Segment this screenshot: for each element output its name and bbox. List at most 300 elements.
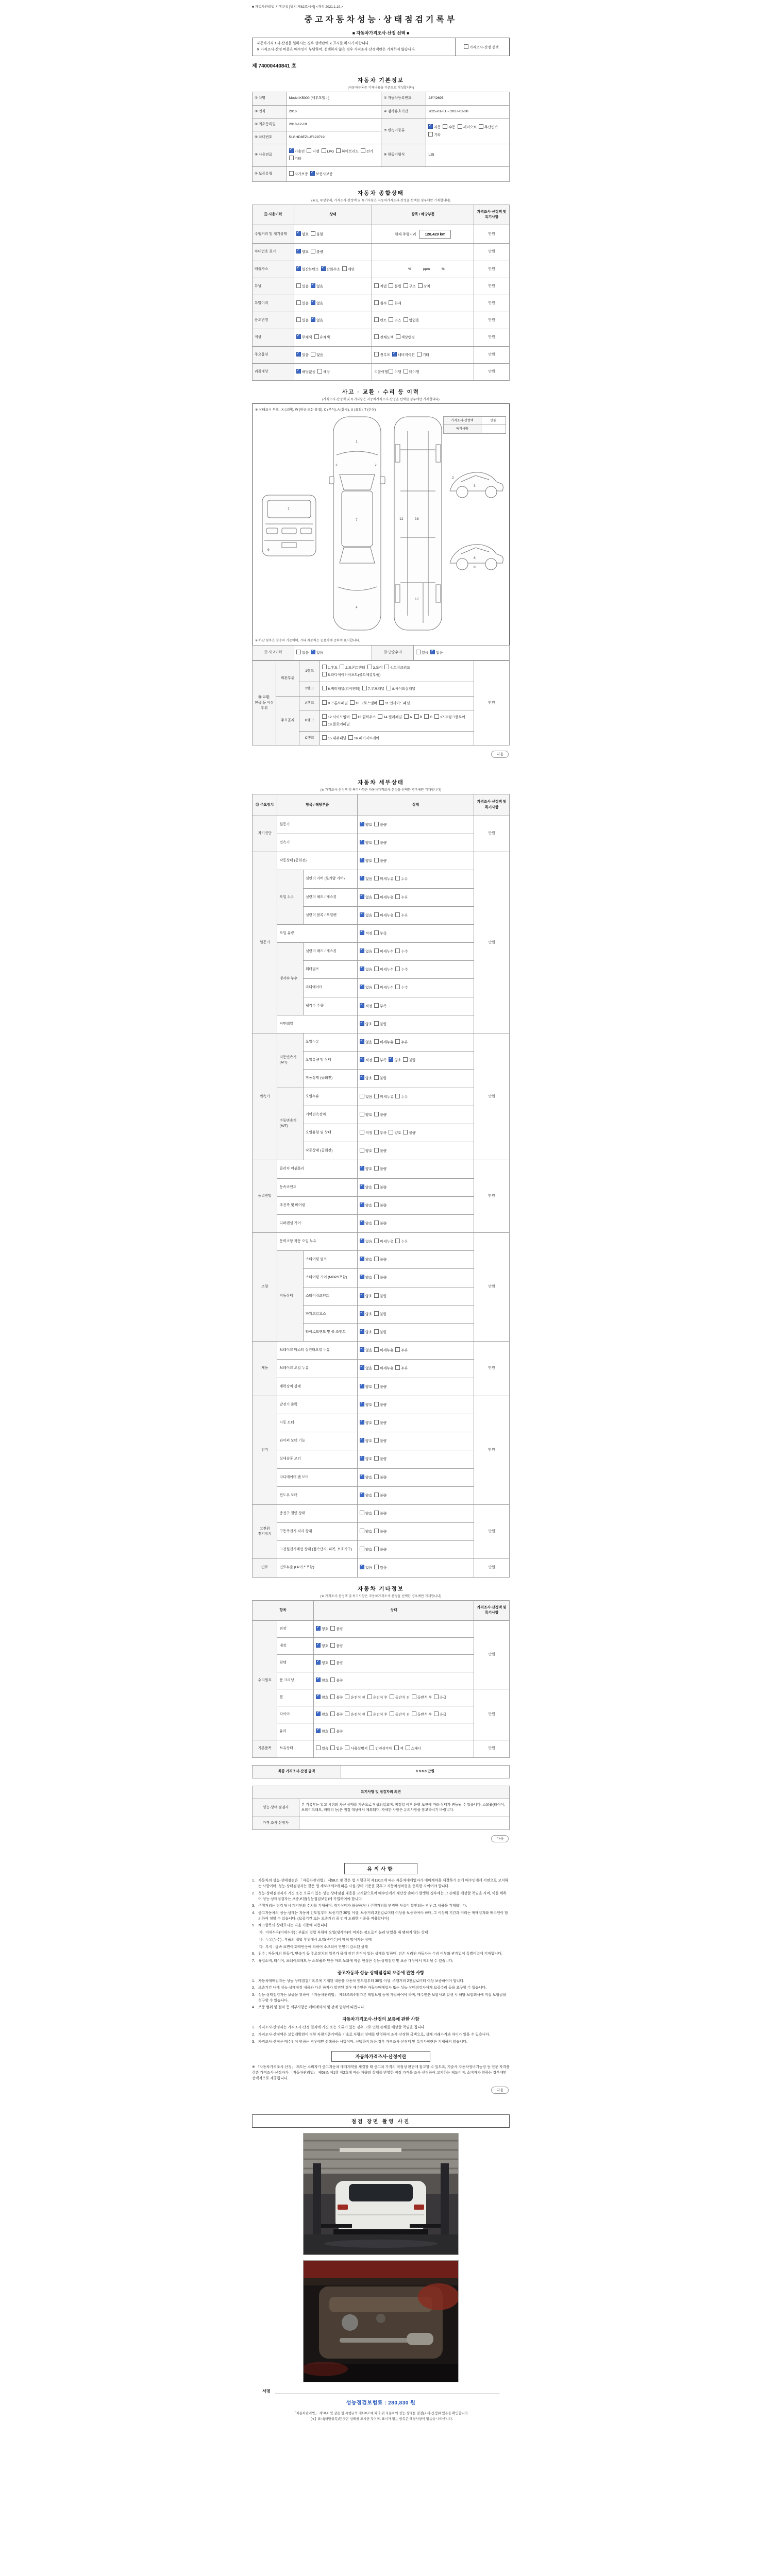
checkbox-1.후드[interactable] bbox=[322, 665, 338, 671]
checkbox-box bbox=[296, 369, 301, 374]
checkbox-없음[interactable] bbox=[311, 352, 323, 358]
checkbox-label: 불량 bbox=[336, 1730, 343, 1734]
checkbox-8.사이드실패널[interactable] bbox=[386, 686, 415, 692]
checkbox-누유[interactable] bbox=[395, 894, 408, 901]
checkbox-썬루프[interactable] bbox=[374, 352, 390, 358]
checkbox-미세누유[interactable] bbox=[374, 1239, 393, 1245]
checkbox-장치[interactable] bbox=[418, 283, 430, 290]
checkbox-label: 양호 bbox=[365, 1113, 373, 1117]
checkbox-화재[interactable] bbox=[389, 300, 401, 307]
cell-text: 와이퍼 모터 기능 bbox=[279, 1439, 306, 1443]
checkbox-불량[interactable] bbox=[311, 231, 323, 238]
checkbox-label: 있음 bbox=[301, 353, 309, 357]
checkbox-불량[interactable] bbox=[330, 1626, 343, 1632]
checkbox-부족[interactable] bbox=[374, 1130, 386, 1136]
checkbox-불량[interactable] bbox=[374, 1384, 386, 1390]
checkbox-B[interactable] bbox=[414, 714, 423, 720]
checkbox-없음[interactable] bbox=[360, 1565, 372, 1571]
checkbox-없음[interactable] bbox=[360, 1039, 372, 1045]
notice-item-text: 보증 범위 및 절차 등 세부사항은 매매계약서 및 관계 법령에 따릅니다. bbox=[258, 2006, 365, 2010]
checkbox-있음[interactable] bbox=[316, 1745, 328, 1752]
checkbox-양호[interactable] bbox=[316, 1694, 328, 1701]
checkbox-양호[interactable] bbox=[389, 1057, 401, 1063]
checkbox-양호[interactable] bbox=[360, 1529, 372, 1535]
checkbox-동반석 후[interactable] bbox=[412, 1694, 432, 1701]
checkbox-없음[interactable] bbox=[360, 876, 372, 882]
signature-row bbox=[262, 2387, 499, 2394]
checkbox-양호[interactable] bbox=[316, 1711, 328, 1718]
checkbox-label: 불량 bbox=[380, 1276, 387, 1280]
checkbox-불량[interactable] bbox=[374, 1166, 386, 1172]
cell bbox=[474, 205, 510, 225]
checkbox-안전삼각대[interactable] bbox=[369, 1745, 392, 1752]
checkbox-box bbox=[395, 1039, 400, 1044]
checkbox-12.사이드멤버[interactable] bbox=[322, 714, 349, 720]
checkbox-구조[interactable] bbox=[404, 283, 416, 290]
checkbox-미세누유[interactable] bbox=[374, 1039, 393, 1045]
checkbox-불량[interactable] bbox=[330, 1660, 343, 1666]
checkbox-양호[interactable] bbox=[360, 1184, 372, 1191]
checkbox-미세누수[interactable] bbox=[374, 967, 393, 973]
checkbox-미이행[interactable] bbox=[404, 369, 419, 375]
odometer-value: 128,429 km bbox=[419, 230, 451, 239]
checkbox-box bbox=[314, 334, 319, 339]
checkbox-7.루프패널[interactable] bbox=[362, 686, 384, 692]
cell bbox=[358, 1324, 474, 1342]
checkbox-미세누유[interactable] bbox=[374, 912, 393, 919]
accident_price-table bbox=[443, 416, 506, 434]
checkbox-양호[interactable] bbox=[360, 1166, 372, 1172]
checkbox-양호[interactable] bbox=[360, 1275, 372, 1281]
checkbox-17.트렁크플로어[interactable] bbox=[434, 714, 465, 720]
checkbox-box bbox=[360, 1257, 364, 1261]
checkbox-불량[interactable] bbox=[374, 1438, 386, 1444]
checkbox-양호[interactable] bbox=[360, 858, 372, 864]
checkbox-양호[interactable] bbox=[360, 1402, 372, 1408]
table-row bbox=[253, 1414, 510, 1432]
checkbox-불량[interactable] bbox=[374, 1221, 386, 1227]
checkbox-box bbox=[389, 1057, 393, 1062]
inspection-report-document bbox=[252, 0, 510, 2422]
checkbox-양호[interactable] bbox=[360, 1148, 372, 1154]
checkbox-불량[interactable] bbox=[374, 1257, 386, 1263]
checkbox-불량[interactable] bbox=[374, 1511, 386, 1517]
checkbox-box bbox=[458, 124, 462, 129]
checkbox-label: 불량 bbox=[380, 1439, 387, 1444]
checkbox-box bbox=[374, 1239, 379, 1243]
checkbox-양호[interactable] bbox=[360, 1384, 372, 1390]
cell bbox=[303, 997, 357, 1015]
checkbox-렌트[interactable] bbox=[374, 317, 386, 324]
checkbox-탄화수소[interactable] bbox=[321, 266, 340, 273]
cell bbox=[474, 794, 510, 816]
price-appraisal-select-checkbox[interactable] bbox=[464, 44, 499, 49]
checkbox-적법[interactable] bbox=[374, 283, 386, 290]
checkbox-전체도색[interactable] bbox=[374, 334, 393, 341]
checkbox-양호[interactable] bbox=[360, 1438, 372, 1444]
checkbox-불량[interactable] bbox=[374, 1529, 386, 1535]
checkbox-리스[interactable] bbox=[389, 317, 401, 324]
checkbox-label: 누유 bbox=[401, 1240, 408, 1244]
checkbox-세미오토[interactable] bbox=[458, 124, 477, 130]
cell bbox=[414, 645, 510, 660]
checkbox-불량[interactable] bbox=[374, 1547, 386, 1553]
cell bbox=[474, 225, 510, 244]
checkbox-불량[interactable] bbox=[374, 1275, 386, 1281]
checkbox-불량[interactable] bbox=[374, 1329, 386, 1335]
checkbox-응급[interactable] bbox=[434, 1694, 446, 1701]
checkbox-양호[interactable] bbox=[360, 1493, 372, 1499]
cell bbox=[314, 1638, 474, 1655]
checkbox-해당[interactable] bbox=[317, 369, 330, 375]
checkbox-14.필러패널[interactable] bbox=[378, 714, 402, 720]
checkbox-18.플로어패널[interactable] bbox=[322, 721, 349, 727]
cell bbox=[372, 312, 474, 329]
checkbox-없음[interactable] bbox=[311, 317, 323, 324]
checkbox-양호[interactable] bbox=[360, 822, 372, 828]
section-title: 사고 · 교환 · 수리 등 이력 bbox=[342, 388, 419, 395]
checkbox-미세누유[interactable] bbox=[374, 894, 393, 901]
checkbox-불량[interactable] bbox=[311, 249, 323, 255]
checkbox-운전석 후[interactable] bbox=[367, 1711, 388, 1718]
checkbox-양호[interactable] bbox=[360, 1221, 372, 1227]
checkbox-없음[interactable] bbox=[360, 912, 372, 919]
checkbox-기타[interactable] bbox=[289, 156, 301, 162]
checkbox-label: 있음 bbox=[322, 1747, 329, 1751]
cell-text: 작동상태 (공회전) bbox=[279, 859, 307, 863]
photo-garage-lift-rear bbox=[304, 2133, 458, 2255]
checkbox-불량[interactable] bbox=[374, 822, 386, 828]
checkbox-box bbox=[374, 1493, 379, 1497]
checkbox-불량[interactable] bbox=[374, 1456, 386, 1462]
checkbox-누수[interactable] bbox=[395, 948, 408, 955]
checkbox-label: 있음 bbox=[422, 651, 429, 655]
cell-text: 등속조인트 bbox=[279, 1185, 297, 1189]
table-row bbox=[253, 870, 510, 888]
checkbox-응급[interactable] bbox=[434, 1711, 446, 1718]
checkbox-9.프론트패널[interactable] bbox=[322, 700, 348, 706]
cell bbox=[294, 312, 372, 329]
table-row bbox=[253, 645, 510, 660]
checkbox-동반석 후[interactable] bbox=[412, 1711, 432, 1718]
checkbox-box bbox=[360, 1365, 364, 1370]
checkbox-운전석 전[interactable] bbox=[345, 1711, 365, 1718]
svg-text:1: 1 bbox=[356, 439, 358, 444]
checkbox-양호[interactable] bbox=[360, 1511, 372, 1517]
checkbox-영업용[interactable] bbox=[404, 317, 419, 324]
checkbox-양호[interactable] bbox=[360, 1311, 372, 1317]
checkbox-디젤[interactable] bbox=[307, 148, 319, 155]
cell bbox=[341, 1765, 509, 1778]
checkbox-양호[interactable] bbox=[360, 1293, 372, 1299]
checkbox-label: 부족 bbox=[380, 931, 387, 936]
checkbox-box bbox=[360, 1438, 364, 1443]
checkbox-누유[interactable] bbox=[395, 1094, 408, 1100]
checkbox-있음[interactable] bbox=[296, 317, 309, 324]
checkbox-양호[interactable] bbox=[296, 231, 309, 238]
checkbox-가솔린[interactable] bbox=[289, 148, 305, 155]
checkbox-불량[interactable] bbox=[330, 1694, 343, 1701]
notice-item bbox=[252, 1878, 510, 1889]
checkbox-네비게이션[interactable] bbox=[392, 352, 415, 358]
checkbox-box bbox=[374, 1184, 379, 1189]
checkbox-누유[interactable] bbox=[395, 1039, 408, 1045]
checkbox-없음[interactable] bbox=[360, 985, 372, 991]
checkbox-누수[interactable] bbox=[395, 985, 408, 991]
checkbox-전기[interactable] bbox=[361, 148, 373, 155]
notice-item bbox=[252, 2040, 510, 2045]
checkbox-적정[interactable] bbox=[360, 1057, 372, 1063]
checkbox-보험사보증[interactable] bbox=[310, 171, 333, 177]
checkbox-label: 있음 bbox=[301, 301, 309, 306]
table-row bbox=[253, 1740, 510, 1757]
checkbox-없음[interactable] bbox=[360, 1347, 372, 1353]
checkbox-box bbox=[374, 1003, 379, 1008]
checkbox-label: 2.프론트펜더 bbox=[345, 666, 365, 670]
cell bbox=[253, 205, 294, 225]
cell bbox=[253, 1799, 299, 1817]
next-label[interactable]: 다음 bbox=[491, 751, 509, 758]
checkbox-미세누유[interactable] bbox=[374, 1094, 393, 1100]
checkbox-C[interactable] bbox=[424, 714, 432, 720]
checkbox-기타[interactable] bbox=[417, 352, 429, 358]
cell bbox=[358, 1432, 474, 1450]
checkbox-누유[interactable] bbox=[395, 1347, 408, 1353]
checkbox-부족[interactable] bbox=[374, 1057, 386, 1063]
checkbox-box bbox=[360, 1493, 364, 1497]
checkbox-양호[interactable] bbox=[360, 1202, 372, 1209]
checkbox-10.크로스멤버[interactable] bbox=[350, 700, 377, 706]
checkbox-스패너[interactable] bbox=[406, 1745, 422, 1752]
checkbox-동반석 전[interactable] bbox=[390, 1711, 410, 1718]
checkbox-없음[interactable] bbox=[311, 650, 323, 656]
checkbox-양호[interactable] bbox=[316, 1660, 328, 1666]
checkbox-유채색[interactable] bbox=[314, 334, 330, 341]
checkbox-label: 가솔린 bbox=[294, 150, 305, 154]
checkbox-양호[interactable] bbox=[360, 840, 372, 846]
checkbox-미세누유[interactable] bbox=[374, 1365, 393, 1371]
checkbox-label: 스패너 bbox=[411, 1747, 422, 1751]
checkbox-동반석 전[interactable] bbox=[390, 1694, 410, 1701]
checkbox-미세누유[interactable] bbox=[374, 876, 393, 882]
checkbox-불량[interactable] bbox=[374, 1184, 386, 1191]
checkbox-없음[interactable] bbox=[311, 283, 323, 290]
checkbox-미세누유[interactable] bbox=[374, 1347, 393, 1353]
checkbox-양호[interactable] bbox=[316, 1677, 328, 1684]
checkbox-16.패키지트레이[interactable] bbox=[348, 735, 379, 741]
cell-text: 용도변경 bbox=[255, 318, 268, 323]
checkbox-기타[interactable] bbox=[428, 132, 441, 138]
cell bbox=[303, 1070, 357, 1088]
checkbox-없음[interactable] bbox=[360, 1094, 372, 1100]
cell bbox=[474, 1600, 510, 1620]
checkbox-양호[interactable] bbox=[360, 1420, 372, 1426]
checkbox-불량[interactable] bbox=[403, 1130, 415, 1136]
checkbox-불량[interactable] bbox=[374, 1493, 386, 1499]
checkbox-A[interactable] bbox=[404, 714, 412, 720]
checkbox-13.휠하우스[interactable] bbox=[352, 714, 376, 720]
checkbox-없음[interactable] bbox=[360, 948, 372, 955]
checkbox-불량[interactable] bbox=[374, 1112, 386, 1118]
checkbox-양호[interactable] bbox=[360, 1456, 372, 1462]
checkbox-미세누수[interactable] bbox=[374, 948, 393, 955]
checkbox-침수[interactable] bbox=[374, 300, 386, 307]
checkbox-box bbox=[360, 1511, 364, 1515]
checkbox-불량[interactable] bbox=[374, 1402, 386, 1408]
checkbox-양호[interactable] bbox=[360, 1075, 372, 1081]
checkbox-자가보증[interactable] bbox=[289, 171, 308, 177]
checkbox-색상변경[interactable] bbox=[396, 334, 415, 341]
checkbox-label: 14.필러패널 bbox=[383, 715, 402, 719]
next-label[interactable]: 다음 bbox=[491, 1835, 509, 1842]
checkbox-3.도어[interactable] bbox=[367, 665, 383, 671]
cell bbox=[277, 1723, 314, 1740]
checkbox-없음[interactable] bbox=[360, 1365, 372, 1371]
checkbox-부족[interactable] bbox=[374, 1003, 386, 1009]
checkbox-불량[interactable] bbox=[374, 1420, 386, 1426]
checkbox-운전석 후[interactable] bbox=[367, 1694, 388, 1701]
checkbox-양호[interactable] bbox=[296, 249, 309, 255]
checkbox-적정[interactable] bbox=[360, 1130, 372, 1136]
checkbox-불량[interactable] bbox=[330, 1643, 343, 1649]
checkbox-양호[interactable] bbox=[360, 1329, 372, 1335]
checkbox-미세누수[interactable] bbox=[374, 985, 393, 991]
checkbox-양호[interactable] bbox=[316, 1728, 328, 1735]
checkbox-적정[interactable] bbox=[360, 1003, 372, 1009]
cell-text: 실린더 커버 (로커암 커버) bbox=[305, 877, 345, 881]
checkbox-box bbox=[374, 1384, 379, 1388]
checkbox-2.프론트펜더[interactable] bbox=[340, 665, 365, 671]
checkbox-LPG[interactable] bbox=[322, 148, 334, 155]
checkbox-있음[interactable] bbox=[296, 352, 309, 358]
checkbox-box bbox=[374, 1565, 379, 1569]
checkbox-사용설명서[interactable] bbox=[345, 1745, 367, 1752]
checkbox-누유[interactable] bbox=[395, 876, 408, 882]
checkbox-양호[interactable] bbox=[360, 1257, 372, 1263]
checkbox-누유[interactable] bbox=[395, 912, 408, 919]
checkbox-매연[interactable] bbox=[342, 266, 355, 273]
checkbox-수동[interactable] bbox=[443, 124, 455, 130]
checkbox-양호[interactable] bbox=[389, 1130, 401, 1136]
checkbox-불량[interactable] bbox=[374, 840, 386, 846]
checkbox-양호[interactable] bbox=[360, 1547, 372, 1553]
checkbox-불량[interactable] bbox=[374, 1148, 386, 1154]
checkbox-label: 불량 bbox=[336, 1679, 343, 1683]
checkbox-불량[interactable] bbox=[374, 1021, 386, 1027]
checkbox-불량[interactable] bbox=[403, 1057, 415, 1063]
cell bbox=[444, 425, 481, 433]
checkbox-없음[interactable] bbox=[330, 1745, 343, 1752]
checkbox-label: 양호 bbox=[365, 1458, 373, 1462]
checkbox-운전석 전[interactable] bbox=[345, 1694, 365, 1701]
checkbox-불량[interactable] bbox=[330, 1677, 343, 1684]
checkbox-불량[interactable] bbox=[374, 1311, 386, 1317]
checkbox-해당없음[interactable] bbox=[296, 369, 315, 375]
checkbox-불량[interactable] bbox=[374, 1475, 386, 1481]
next-label[interactable]: 다음 bbox=[491, 2087, 509, 2094]
checkbox-box bbox=[395, 985, 400, 989]
checkbox-있음[interactable] bbox=[296, 283, 309, 290]
cell bbox=[303, 943, 357, 961]
checkbox-불량[interactable] bbox=[374, 858, 386, 864]
checkbox-label: 동반석 전 bbox=[395, 1696, 410, 1700]
checkbox-무단변속[interactable] bbox=[479, 124, 498, 130]
checkbox-자동[interactable] bbox=[428, 124, 441, 130]
cell bbox=[358, 1052, 474, 1070]
checkbox-양호[interactable] bbox=[360, 1021, 372, 1027]
checkbox-누수[interactable] bbox=[395, 967, 408, 973]
checkbox-양호[interactable] bbox=[360, 1475, 372, 1481]
cell bbox=[358, 924, 474, 942]
checkbox-잭[interactable] bbox=[394, 1745, 404, 1752]
checkbox-없음[interactable] bbox=[311, 300, 323, 307]
checkbox-하이브리드[interactable] bbox=[336, 148, 359, 155]
cell bbox=[303, 1033, 357, 1052]
signature-blank[interactable] bbox=[275, 2387, 499, 2394]
checkbox-label: 장치 bbox=[423, 284, 430, 289]
checkbox-15.대쉬패널[interactable] bbox=[322, 735, 346, 741]
checkbox-양호[interactable] bbox=[316, 1643, 328, 1649]
checkbox-11.인사이드패널[interactable] bbox=[379, 700, 410, 706]
checkbox-없음[interactable] bbox=[430, 650, 443, 656]
checkbox-있음[interactable] bbox=[296, 650, 309, 656]
checkbox-이행[interactable] bbox=[389, 369, 401, 375]
cell-text: 만원 bbox=[490, 418, 497, 422]
cell bbox=[299, 1817, 509, 1830]
checkbox-불량[interactable] bbox=[330, 1728, 343, 1735]
checkbox-없음[interactable] bbox=[360, 967, 372, 973]
cell bbox=[314, 1689, 474, 1706]
checkbox-있음[interactable] bbox=[416, 650, 428, 656]
table-row bbox=[253, 261, 510, 278]
table-row bbox=[253, 661, 510, 682]
checkbox-없음[interactable] bbox=[360, 894, 372, 901]
checkbox-불량[interactable] bbox=[374, 1293, 386, 1299]
checkbox-누유[interactable] bbox=[395, 1365, 408, 1371]
checkbox-label: 불량 bbox=[380, 1149, 387, 1154]
checkbox-불량[interactable] bbox=[330, 1711, 343, 1718]
checkbox-label: 15.대쉬패널 bbox=[328, 737, 346, 741]
checkbox-box bbox=[395, 1365, 400, 1370]
checkbox-부족[interactable] bbox=[374, 930, 386, 937]
checkbox-있음[interactable] bbox=[296, 300, 309, 307]
checkbox-누유[interactable] bbox=[395, 1239, 408, 1245]
checkbox-label: 양호 bbox=[365, 1022, 373, 1026]
checkbox-없음[interactable] bbox=[360, 1239, 372, 1245]
checkbox-불량[interactable] bbox=[374, 1202, 386, 1209]
checkbox-무채색[interactable] bbox=[296, 334, 312, 341]
checkbox-5.라디에이터서포트(볼트체결부품)[interactable] bbox=[322, 672, 380, 678]
checkbox-불법[interactable] bbox=[389, 283, 401, 290]
cell-text: 수동변속기 (M/T) bbox=[279, 1119, 297, 1128]
cell-text: 연료누출 (LP가스포함) bbox=[279, 1566, 314, 1570]
checkbox-label: 전체도색 bbox=[380, 336, 394, 340]
cell-text: 상태 bbox=[390, 1608, 397, 1612]
checkbox-4.트렁크리드[interactable] bbox=[384, 665, 410, 671]
checkbox-불량[interactable] bbox=[374, 1075, 386, 1081]
checkbox-있음[interactable] bbox=[374, 1565, 386, 1571]
cell bbox=[276, 661, 299, 697]
checkbox-양호[interactable] bbox=[316, 1626, 328, 1632]
checkbox-box bbox=[360, 1420, 364, 1425]
checkbox-양호[interactable] bbox=[360, 1112, 372, 1118]
cell-text: 만원 bbox=[488, 940, 495, 944]
checkbox-일산화탄소[interactable] bbox=[296, 266, 319, 273]
checkbox-6.쿼터패널(리어펜더)[interactable] bbox=[322, 686, 360, 692]
cell bbox=[314, 1621, 474, 1638]
checkbox-적정[interactable] bbox=[360, 930, 372, 937]
cell bbox=[294, 205, 372, 225]
